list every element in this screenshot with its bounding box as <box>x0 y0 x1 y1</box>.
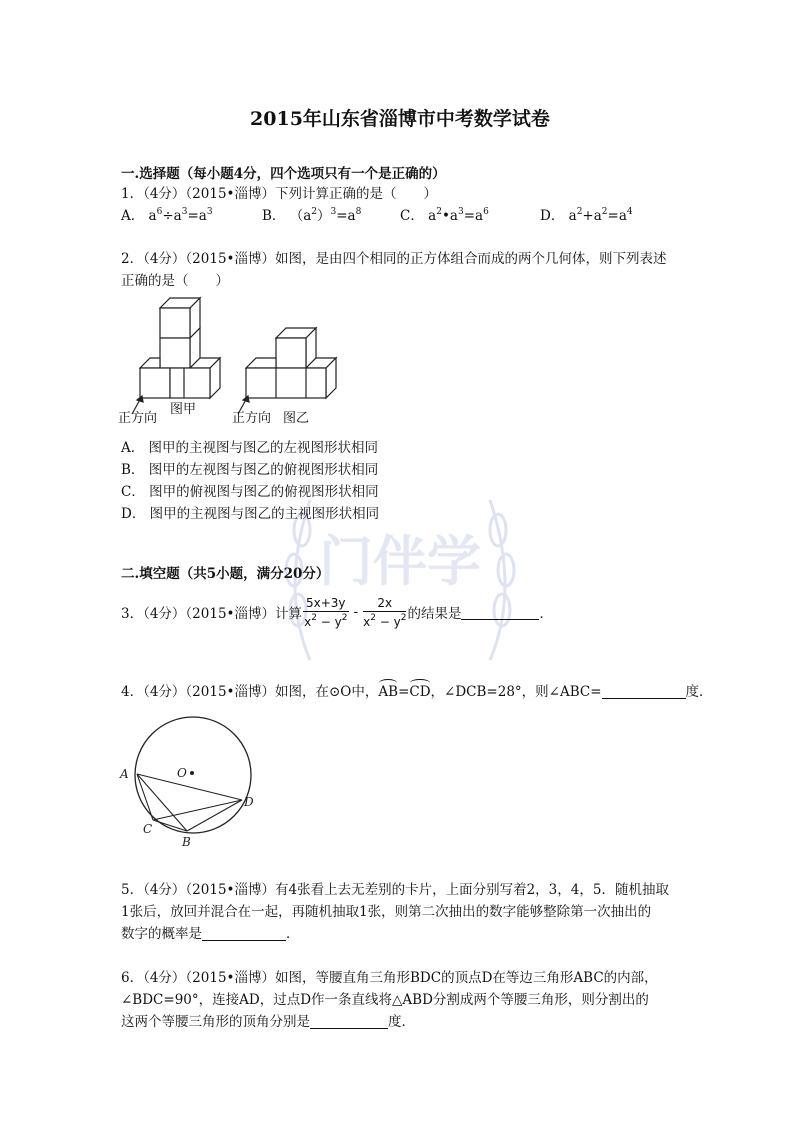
q5-line2: 1张后，放回并混合在一起，再随机抽取1张，则第二次抽出的数字能够整除第一次抽出的 <box>121 904 652 920</box>
q3-answer-blank <box>461 605 539 620</box>
q2-figure-name-b: 图乙 <box>283 411 310 426</box>
section-heading-choice: 一.选择题（每小题4分，四个选项只有一个是正确的） <box>121 166 446 182</box>
q2-direction-label-b: 正方向 <box>232 411 272 426</box>
q5-line3: 数字的概率是 ． <box>121 926 300 942</box>
q2-option-c: C． 图甲的俯视图与图乙的俯视图形状相同 <box>121 484 379 500</box>
q2-direction-label-a: 正方向 <box>118 411 158 426</box>
q5-line1: 5．（4分）（2015•淄博）有4张看上去无差别的卡片，上面分别写着2，3，4，5．随机抽取 <box>121 882 669 898</box>
q2-stem-line2: 正确的是（ ） <box>121 273 229 289</box>
point-b-label: B <box>182 835 191 849</box>
q6-line3: 这两个等腰三角形的顶角分别是 度． <box>121 1014 415 1030</box>
q2-stem-line1: 2．（4分）（2015•淄博）如图，是由四个相同的正方体组合而成的两个几何体，则下列表述 <box>121 251 667 267</box>
figure-yi-cubes <box>246 328 336 398</box>
q1-stem: 1．（4分）（2015•淄博）下列计算正确的是（ ） <box>121 186 437 202</box>
q1-option-c: C． $a^2•a^3=a^6$ <box>400 207 489 224</box>
q4-circle-figure <box>116 712 266 852</box>
q1-option-d: D． $a^2+a^2=a^4$ <box>540 207 633 224</box>
point-a-label: A <box>120 767 129 781</box>
q4-arc-cd: CD <box>409 684 431 700</box>
q2-option-b: B． 图甲的左视图与图乙的俯视图形状相同 <box>121 462 379 478</box>
page-title: 2015年山东省淄博市中考数学试卷 <box>250 108 550 130</box>
q2-figure-name-a: 图甲 <box>170 402 197 417</box>
q3-line: 3．（4分）（2015•淄博）计算 $\frac{5x+3y}{x^2 - y^2}$ - $\frac{2x}{x^2 - y^2}$ 的结果是 ． <box>121 595 553 629</box>
q4-line: 4．（4分）（2015•淄博）如图，在⊙O中，AB=CD，∠DCB=28°，则∠ABC= 度． <box>121 684 713 700</box>
point-d-label: D <box>244 795 254 809</box>
svg-text:门伴学: 门伴学 <box>319 530 481 593</box>
q6-line1: 6．（4分）（2015•淄博）如图，等腰直角三角形BDC的顶点D在等边三角形ABC的内部， <box>121 970 658 986</box>
q1-option-b: B． $(a^2)^3=a^8$ <box>262 207 362 224</box>
section-heading-fill: 二.填空题（共5小题，满分20分） <box>121 566 330 582</box>
q6-answer-blank <box>310 1014 388 1029</box>
q5-answer-blank <box>202 926 286 941</box>
q3-fraction-2: $\frac{2x}{x^2 - y^2}$ <box>363 595 407 629</box>
point-o-label: O <box>177 766 187 780</box>
q4-arc-ab: AB <box>378 684 399 700</box>
figure-jia-cubes <box>140 298 220 398</box>
q4-answer-blank <box>602 684 686 699</box>
q3-fraction-1: $\frac{5x+3y}{x^2 - y^2}$ <box>304 595 348 629</box>
q1-option-a: A． $a^6\div a^3=a^3$ <box>121 207 213 224</box>
point-c-label: C <box>143 822 153 836</box>
q2-option-a: A． 图甲的主视图与图乙的左视图形状相同 <box>121 440 379 456</box>
q2-option-d: D． 图甲的主视图与图乙的主视图形状相同 <box>121 506 380 522</box>
q6-line2: ∠BDC=90°，连接AD，过点D作一条直线将△ABD分割成两个等腰三角形，则分割出的 <box>121 992 649 1008</box>
